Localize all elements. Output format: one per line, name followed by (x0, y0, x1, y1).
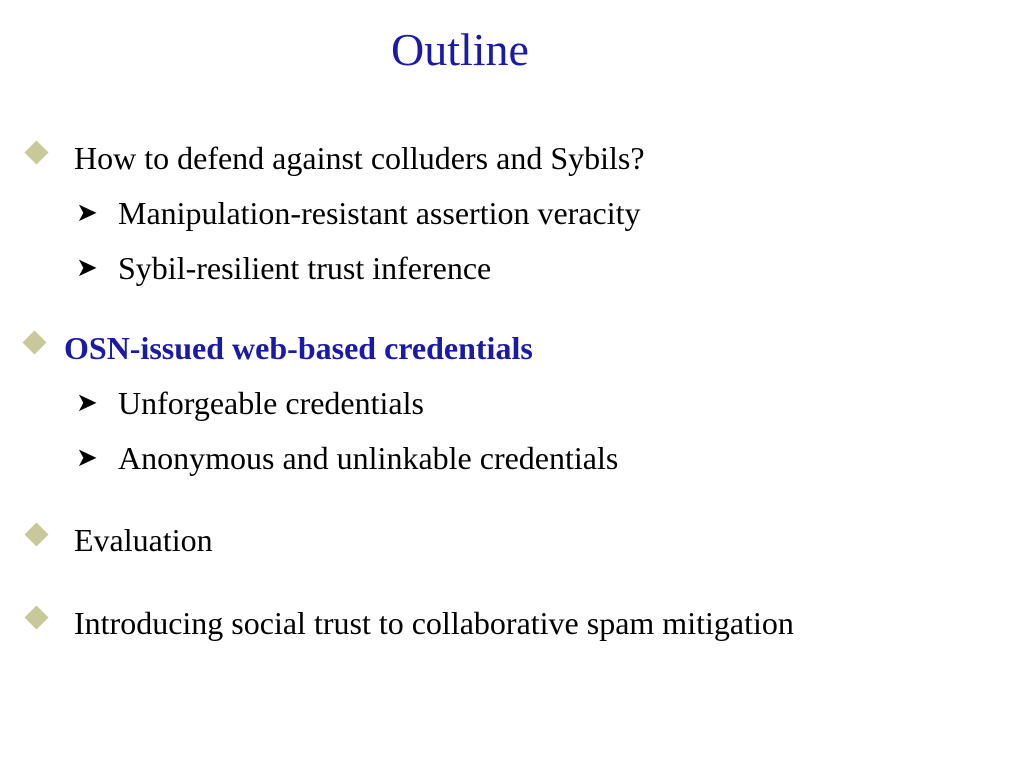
arrow-bullet-icon: ➤ (76, 388, 98, 418)
diamond-bullet-icon (24, 522, 48, 546)
sub-bullet-veracity (0, 193, 1024, 233)
sub-bullet-trust-inference (0, 248, 1024, 288)
bullet-text: How to defend against colluders and Sybils? (74, 140, 645, 176)
arrow-bullet-icon: ➤ (76, 253, 98, 283)
bullet-evaluation (0, 520, 1024, 560)
sub-bullet-text: Unforgeable credentials (118, 385, 424, 421)
bullet-spam-mitigation (0, 603, 1024, 643)
sub-bullet-text: Manipulation-resistant assertion veracity (118, 195, 641, 231)
sub-bullet-unforgeable (0, 383, 1024, 423)
arrow-bullet-icon: ➤ (76, 443, 98, 473)
slide-title: Outline (391, 24, 529, 75)
bullet-text-highlighted: OSN-issued web-based credentials (64, 330, 533, 366)
arrow-bullet-icon: ➤ (76, 198, 98, 228)
sub-bullet-anonymous (0, 438, 1024, 478)
bullet-credentials (0, 328, 1024, 368)
diamond-bullet-icon (24, 140, 48, 164)
diamond-bullet-icon (22, 330, 46, 354)
bullet-text: Introducing social trust to collaborative spam mitigation (74, 605, 794, 641)
diamond-bullet-icon (24, 605, 48, 629)
sub-bullet-text: Sybil-resilient trust inference (118, 250, 492, 286)
sub-bullet-text: Anonymous and unlinkable credentials (118, 440, 619, 476)
bullet-text: Evaluation (74, 522, 213, 558)
bullet-colluders (0, 138, 1024, 178)
